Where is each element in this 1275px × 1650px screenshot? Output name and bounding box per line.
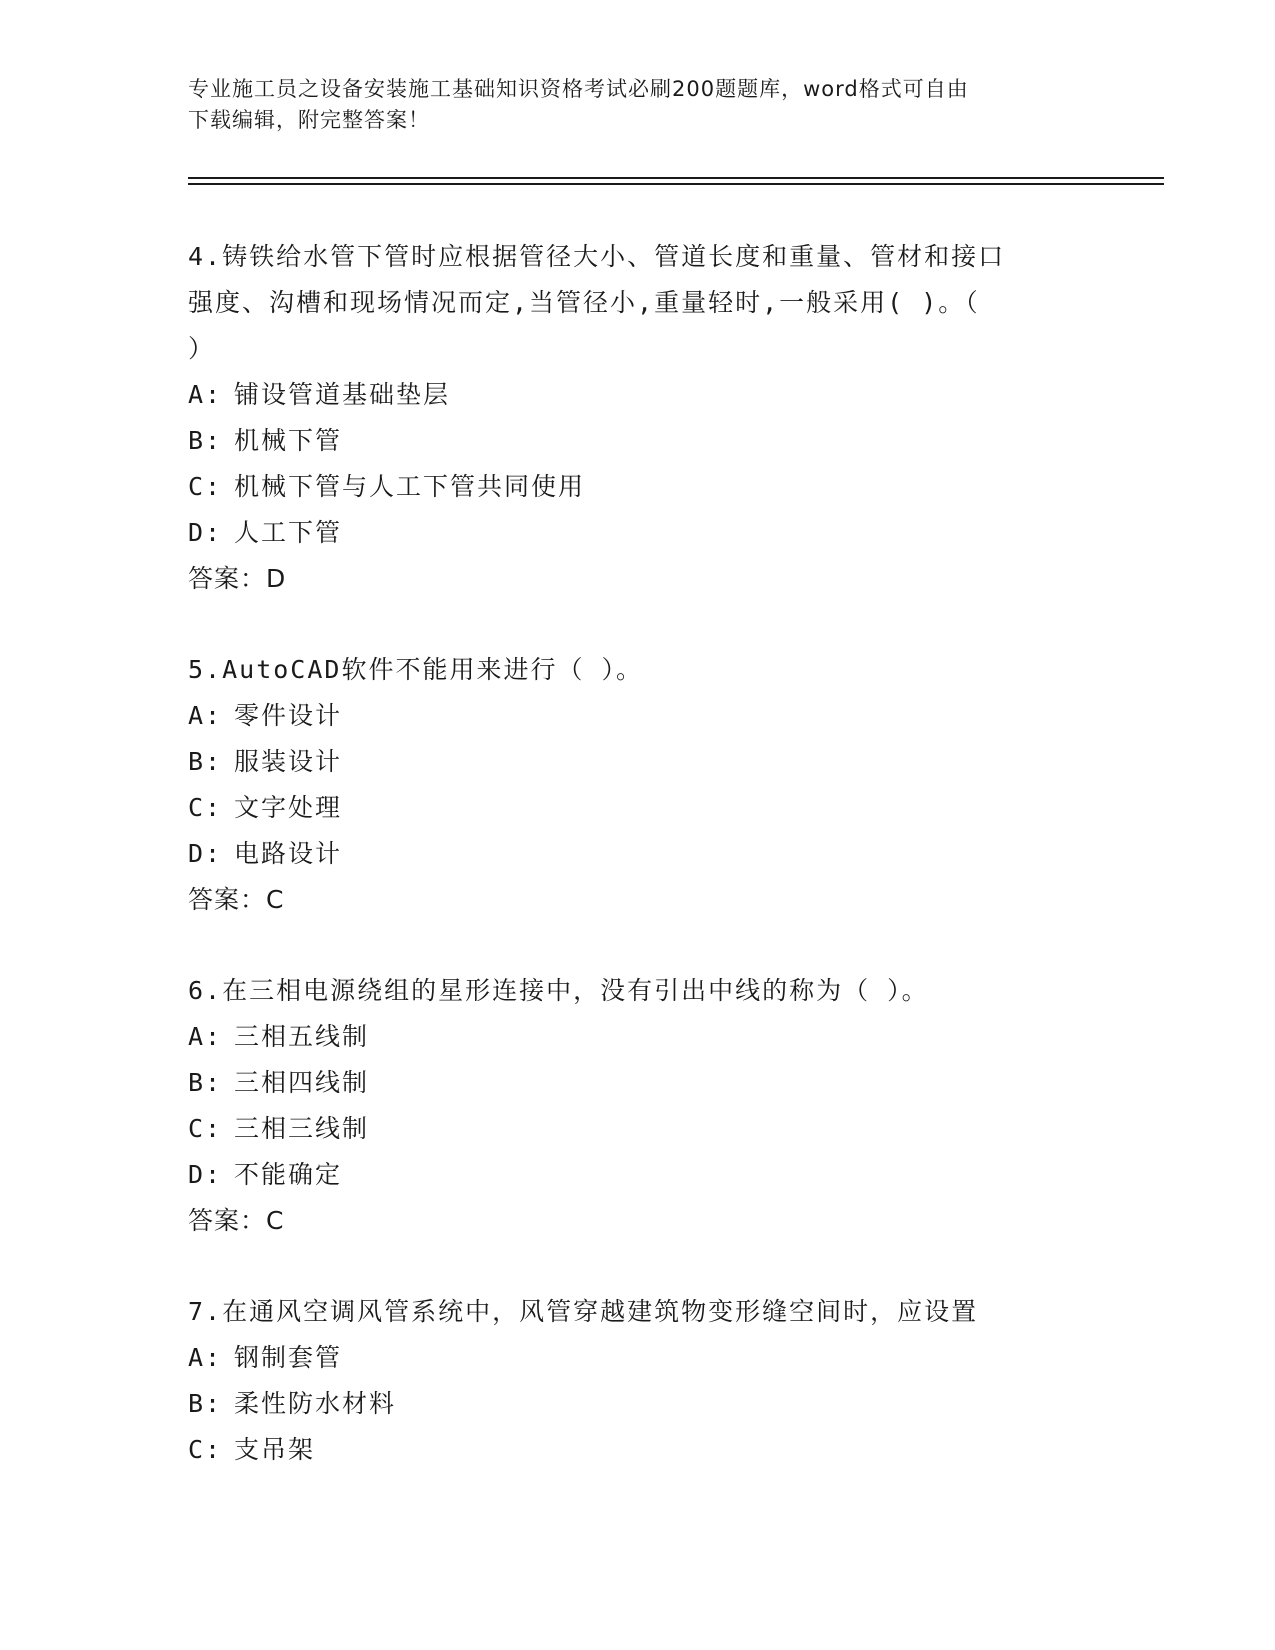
- option-c: [188, 1427, 1088, 1473]
- question-stem-line: ）: [188, 334, 216, 363]
- option-a: [188, 1335, 1088, 1381]
- question-stem-line: 6.在三相电源绕组的星形连接中，没有引出中线的称为（ ）。: [188, 976, 929, 1005]
- option-key: B:: [188, 1389, 223, 1418]
- option-text: 柔性防水材料: [234, 1389, 397, 1418]
- option-b: [188, 1381, 1088, 1427]
- option-c: [188, 1106, 1088, 1152]
- option-b: [188, 739, 1088, 785]
- option-a: [188, 372, 1088, 418]
- option-text: 三相五线制: [234, 1022, 370, 1051]
- option-text: 三相三线制: [234, 1114, 370, 1143]
- option-key: A:: [188, 1343, 223, 1372]
- option-key: D:: [188, 518, 223, 547]
- option-key: A:: [188, 701, 223, 730]
- option-key: B:: [188, 1068, 223, 1097]
- question-stem-line: 强度、沟槽和现场情况而定,当管径小,重量轻时,一般采用( )。（: [188, 288, 980, 317]
- option-d: [188, 831, 1088, 877]
- header-line-1: 专业施工员之设备安装施工基础知识资格考试必刷200题题库，word格式可自由: [188, 77, 969, 101]
- option-key: C:: [188, 472, 223, 501]
- header-divider-top: [188, 177, 1164, 179]
- question-item: [188, 1289, 1088, 1473]
- option-b: [188, 1060, 1088, 1106]
- option-d: [188, 1152, 1088, 1198]
- option-key: D:: [188, 839, 223, 868]
- option-key: B:: [188, 747, 223, 776]
- header-line-2: 下载编辑，附完整答案！: [188, 108, 430, 132]
- option-b: [188, 418, 1088, 464]
- question-list: [188, 234, 1088, 1518]
- option-key: A:: [188, 1022, 223, 1051]
- option-c: [188, 785, 1088, 831]
- answer-line: 答案：C: [188, 885, 285, 914]
- header-divider-bottom: [188, 183, 1164, 185]
- option-a: [188, 1014, 1088, 1060]
- option-text: 机械下管与人工下管共同使用: [234, 472, 586, 501]
- question-item: [188, 647, 1088, 923]
- option-key: B:: [188, 426, 223, 455]
- option-key: D:: [188, 1160, 223, 1189]
- question-stem-line: 7.在通风空调风管系统中，风管穿越建筑物变形缝空间时，应设置: [188, 1297, 979, 1326]
- option-text: 零件设计: [234, 701, 343, 730]
- option-text: 文字处理: [234, 793, 343, 822]
- answer-line: 答案：C: [188, 1206, 285, 1235]
- option-d: [188, 510, 1088, 556]
- option-a: [188, 693, 1088, 739]
- option-text: 机械下管: [234, 426, 343, 455]
- option-text: 铺设管道基础垫层: [234, 380, 451, 409]
- question-stem-line: 5.AutoCAD软件不能用来进行（ ）。: [188, 655, 644, 684]
- option-text: 服装设计: [234, 747, 343, 776]
- question-item: [188, 968, 1088, 1244]
- option-text: 支吊架: [234, 1435, 316, 1464]
- option-text: 人工下管: [234, 518, 343, 547]
- answer-line: 答案：D: [188, 564, 287, 593]
- option-text: 三相四线制: [234, 1068, 370, 1097]
- option-text: 不能确定: [234, 1160, 343, 1189]
- document-header: [188, 74, 1088, 136]
- option-key: A:: [188, 380, 223, 409]
- question-item: [188, 234, 1088, 602]
- option-c: [188, 464, 1088, 510]
- option-key: C:: [188, 1435, 223, 1464]
- question-stem-line: 4.铸铁给水管下管时应根据管径大小、管道长度和重量、管材和接口: [188, 242, 1006, 271]
- option-text: 电路设计: [234, 839, 343, 868]
- option-text: 钢制套管: [234, 1343, 343, 1372]
- option-key: C:: [188, 793, 223, 822]
- option-key: C:: [188, 1114, 223, 1143]
